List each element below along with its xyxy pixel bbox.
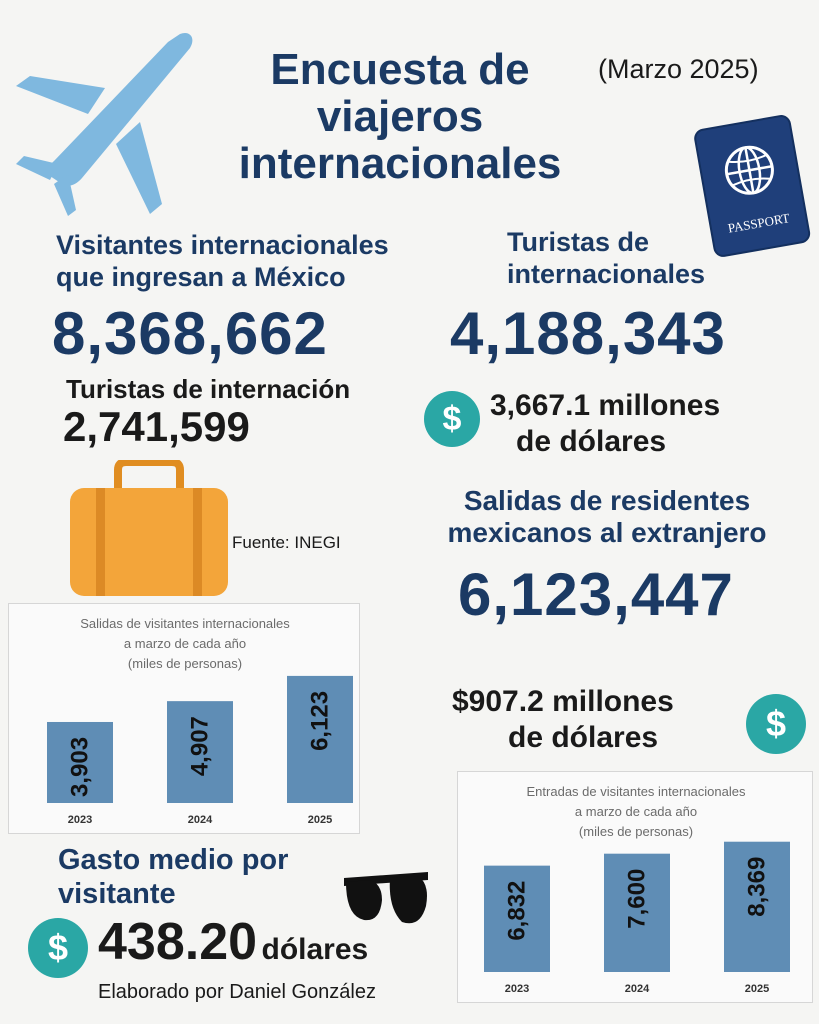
bar-value-label: 6,123 (306, 690, 334, 751)
chart2-title-line-3: (miles de personas) (578, 824, 694, 839)
bar-value-label: 6,832 (503, 880, 531, 941)
dollar-icon: $ (424, 391, 480, 447)
title-line-2: viajeros (316, 92, 484, 141)
spending-amount: $907.2 millones de dólares (452, 685, 674, 754)
tourists-value: 4,188,343 (450, 300, 726, 367)
entries-chart (457, 771, 813, 1003)
page-title (190, 46, 610, 187)
average-spend-value: 438.20 dólares (98, 913, 369, 971)
report-date: (Marzo 2025) (598, 54, 759, 84)
chart1-title-line-2: a marzo de cada año (123, 636, 247, 651)
chart2-title-line-1: Entradas de visitantes internacionales (526, 784, 746, 799)
airplane-icon (10, 28, 195, 218)
departures-chart (8, 603, 360, 834)
bar-value-label: 3,903 (66, 736, 94, 798)
source-text: Fuente: INEGI (232, 533, 341, 552)
tourists-label: Turistas de internacionales (507, 227, 706, 289)
departures-label: Salidas de residentes mexicanos al extranjero (447, 485, 767, 548)
departures-value: 6,123,447 (458, 561, 734, 628)
suitcase-icon (66, 460, 232, 600)
passport-label: PASSPORT (726, 210, 791, 236)
x-tick-label: 2025 (307, 814, 333, 826)
chart2-title-line-2: a marzo de cada año (574, 804, 698, 819)
x-tick-label: 2023 (67, 814, 93, 826)
x-tick-label: 2025 (744, 983, 770, 995)
x-tick-label: 2023 (504, 983, 530, 995)
x-tick-label: 2024 (187, 814, 213, 826)
departures-chart-svg (9, 604, 361, 835)
visitors-label: Visitantes internacionales que ingresan a México (56, 230, 389, 292)
income-amount: 3,667.1 millones de dólares (490, 389, 721, 458)
dollar-icon: $ (28, 918, 88, 978)
bar-value-label: 8,369 (743, 856, 771, 917)
average-spend-label: Gasto medio por visitante (58, 844, 289, 910)
bar-value-label: 7,600 (623, 868, 651, 929)
dollar-icon: $ (746, 694, 806, 754)
visitors-value: 8,368,662 (52, 300, 328, 367)
entries-chart-svg (458, 772, 814, 1004)
internment-label: Turistas de internación (66, 374, 351, 404)
chart1-title-line-1: Salidas de visitantes internacionales (80, 616, 290, 631)
author-credit: Elaborado por Daniel González (98, 981, 376, 1003)
passport-icon (690, 110, 815, 260)
title-line-1: Encuesta de (270, 45, 530, 94)
chart1-title-line-3: (miles de personas) (127, 656, 243, 671)
bar-value-label: 4,907 (186, 716, 214, 777)
internment-value: 2,741,599 (63, 403, 250, 450)
title-line-3: internacionales (238, 139, 562, 188)
x-tick-label: 2024 (624, 983, 650, 995)
